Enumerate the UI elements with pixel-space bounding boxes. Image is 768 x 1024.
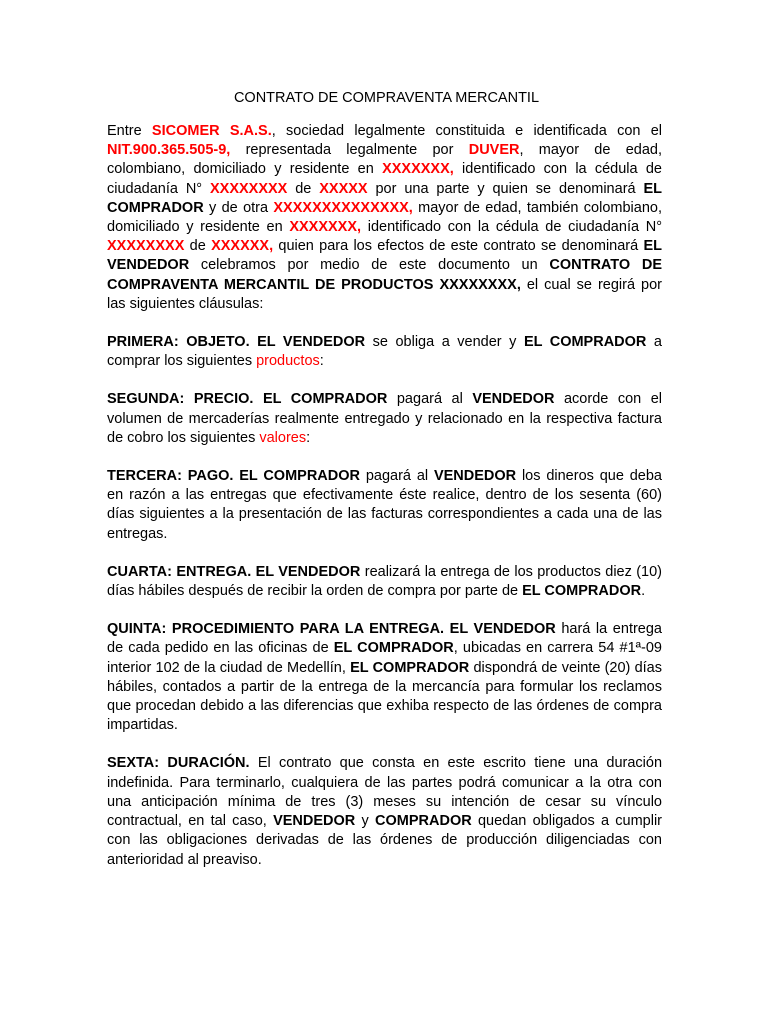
text-run: XXXXXXXX — [209, 180, 288, 197]
text-run: , ubicadas en carrera 54 #1ª-09 interior 102 de la ciudad de Medellín, — [107, 640, 662, 676]
text-run: productos — [256, 353, 320, 370]
text-run: XXXXXX, — [211, 238, 274, 255]
text-run: : — [306, 429, 311, 446]
text-run: Entre — [107, 123, 152, 139]
text-run: NIT.900.365.505-9, — [107, 142, 231, 159]
text-run: de — [287, 180, 320, 197]
text-run: quien para los efectos de este contrato se denominará — [273, 238, 644, 255]
text-run: TERCERA: PAGO. EL COMPRADOR — [107, 468, 360, 485]
text-run: SEXTA: DURACIÓN. — [107, 755, 250, 772]
text-run: mayor de edad, también colombiano, domiciliado y residente en — [107, 199, 662, 236]
text-run: EL COMPRADOR — [107, 180, 662, 216]
text-run: XXXXX — [319, 180, 368, 197]
text-run: DUVER — [468, 142, 520, 159]
text-run: EL COMPRADOR — [522, 583, 642, 600]
text-run: acorde con el volumen de mercaderías realmente entregado y relacionado en la respectiva factura de cobro los siguientes — [107, 391, 662, 446]
text-run: , mayor de edad, colombiano, domiciliado y residente en — [107, 142, 662, 178]
text-run: SEGUNDA: PRECIO. EL COMPRADOR — [107, 391, 388, 408]
text-run: a comprar los siguientes — [107, 334, 662, 370]
text-run: identificado con la cédula de ciudadanía N° — [107, 161, 662, 197]
text-run: , sociedad legalmente constituida e identificada con el — [271, 123, 662, 139]
text-run: El contrato que consta en este escrito tiene una duración indefinida. Para terminarlo, cualquiera de las partes podrá comunicar a la otra con una anticipación mínima de tres (3) meses su intención de cesar su vínculo contractual, en tal caso, — [107, 755, 663, 830]
text-run: VENDEDOR — [472, 391, 555, 408]
document-title: CONTRATO DE COMPRAVENTA MERCANTIL — [233, 90, 540, 106]
text-run: hará la entrega de cada pedido en las oficinas de — [107, 621, 662, 657]
text-run: de — [184, 238, 212, 255]
text-run: EL COMPRADOR — [350, 659, 470, 676]
text-run: pagará al — [387, 391, 473, 408]
text-run: : — [319, 353, 324, 370]
text-run: XXXXXXX, — [289, 219, 362, 236]
text-run: quedan obligados a cumplir con las obligaciones derivadas de las órdenes de producción diligenciadas con anterioridad al preaviso. — [107, 813, 663, 868]
text-run: XXXXXXXX — [107, 238, 185, 255]
text-run: EL COMPRADOR — [523, 334, 647, 351]
text-run: PRIMERA: OBJETO. EL VENDEDOR — [107, 334, 366, 351]
clause-quinta-procedimiento — [107, 620, 662, 735]
text-run: valores — [259, 429, 307, 446]
text-run: identificado con la cédula de ciudadanía N° — [361, 219, 662, 236]
text-run: CUARTA: ENTREGA. EL VENDEDOR — [107, 563, 361, 580]
clause-sexta-duracion — [107, 754, 662, 869]
text-run: VENDEDOR — [273, 813, 356, 830]
text-run: representada legalmente por — [230, 142, 469, 159]
text-run: dispondrá de veinte (20) días hábiles, contados a partir de la entrega de la mercancía para formular los reclamos que procedan debido a las diferencias que exhiba respecto de las órdenes de compra impartidas. — [107, 659, 662, 734]
text-run: XXXXXXX, — [382, 161, 454, 178]
text-run: QUINTA: PROCEDIMIENTO PARA LA ENTREGA. EL VENDEDOR — [107, 621, 556, 638]
text-run: celebramos por medio de este documento un — [189, 257, 550, 274]
paragraph-parties — [107, 122, 662, 314]
text-run: y de otra — [203, 199, 274, 216]
text-run: pagará al — [360, 468, 434, 485]
text-run: realizará la entrega de los productos diez (10) días hábiles después de recibir la orden de compra por parte de — [107, 563, 662, 600]
text-run: . — [641, 583, 646, 600]
clause-tercera-pago — [107, 467, 662, 544]
text-run: COMPRADOR — [375, 813, 472, 830]
text-run: CONTRATO DE COMPRAVENTA MERCANTIL DE PRODUCTOS XXXXXXXX, — [107, 257, 662, 293]
text-run: se obliga a vender y — [365, 334, 524, 351]
text-run: EL COMPRADOR — [333, 640, 454, 657]
clause-segunda-precio — [107, 390, 662, 448]
text-run: XXXXXXXXXXXXXX, — [273, 199, 413, 216]
text-run: los dineros que deba en razón a las entregas que efectivamente éste realice, dentro de los sesenta (60) días siguientes a la presentación de las facturas correspondientes a cada una de las entregas. — [107, 468, 662, 542]
text-run: por una parte y quien se denominará — [367, 180, 644, 197]
text-run: VENDEDOR — [433, 468, 517, 485]
text-run: el cual se regirá por las siguientes cláusulas: — [107, 276, 662, 312]
clause-cuarta-entrega — [107, 563, 662, 601]
text-run: y — [355, 813, 376, 830]
clause-primera-objeto — [107, 333, 662, 371]
text-run: EL VENDEDOR — [107, 238, 662, 274]
text-run: SICOMER S.A.S. — [151, 123, 272, 139]
